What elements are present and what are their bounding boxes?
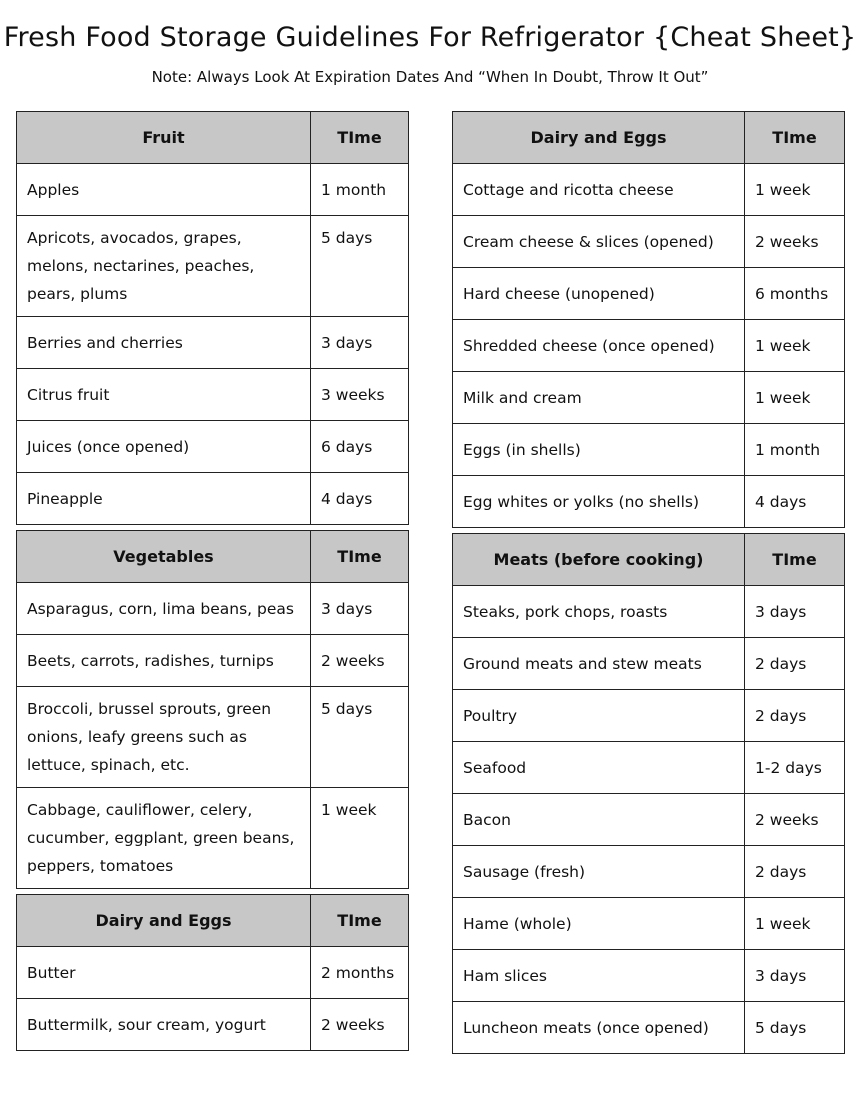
time-cell: 2 weeks (311, 635, 409, 687)
time-cell: 3 days (311, 583, 409, 635)
item-cell: Cabbage, cauliflower, celery, cucumber, eggplant, green beans, peppers, tomatoes (17, 788, 311, 889)
table-row (453, 268, 845, 320)
time-header: TIme (745, 534, 845, 586)
time-cell: 1 week (745, 164, 845, 216)
time-cell: 2 days (745, 846, 845, 898)
time-cell: 5 days (311, 687, 409, 788)
fruit-table (16, 111, 409, 525)
item-cell: Ground meats and stew meats (453, 638, 745, 690)
item-cell: Cottage and ricotta cheese (453, 164, 745, 216)
left-column (16, 111, 408, 1051)
item-cell: Juices (once opened) (17, 421, 311, 473)
item-cell: Berries and cherries (17, 317, 311, 369)
item-cell: Bacon (453, 794, 745, 846)
time-cell: 1-2 days (745, 742, 845, 794)
dairy-eggs-table-right (452, 111, 845, 528)
time-cell: 2 weeks (745, 216, 845, 268)
time-cell: 5 days (745, 1002, 845, 1054)
right-column (452, 111, 844, 1054)
item-cell: Citrus fruit (17, 369, 311, 421)
time-cell: 2 weeks (311, 999, 409, 1051)
table-header-row (17, 531, 409, 583)
table-row (17, 473, 409, 525)
table-header-row (17, 112, 409, 164)
table-header-row (17, 895, 409, 947)
time-cell: 2 days (745, 638, 845, 690)
time-cell: 4 days (311, 473, 409, 525)
time-cell: 1 month (311, 164, 409, 216)
time-cell: 4 days (745, 476, 845, 528)
item-cell: Hard cheese (unopened) (453, 268, 745, 320)
table-row (453, 638, 845, 690)
time-cell: 5 days (311, 216, 409, 317)
item-cell: Butter (17, 947, 311, 999)
table-row (453, 476, 845, 528)
table-row (17, 583, 409, 635)
vegetables-table (16, 530, 409, 889)
item-cell: Pineapple (17, 473, 311, 525)
table-row (453, 742, 845, 794)
meats-header: Meats (before cooking) (453, 534, 745, 586)
time-cell: 1 week (745, 372, 845, 424)
item-cell: Luncheon meats (once opened) (453, 1002, 745, 1054)
table-row (17, 421, 409, 473)
meats-table (452, 533, 845, 1054)
table-row (17, 635, 409, 687)
dairy-eggs-header: Dairy and Eggs (17, 895, 311, 947)
table-header-row (453, 112, 845, 164)
page-title: Fresh Food Storage Guidelines For Refrigerator {Cheat Sheet} (3, 22, 857, 53)
item-cell: Ham slices (453, 950, 745, 1002)
table-row (453, 950, 845, 1002)
item-cell: Egg whites or yolks (no shells) (453, 476, 745, 528)
table-header-row (453, 534, 845, 586)
time-cell: 3 days (745, 586, 845, 638)
table-row (453, 372, 845, 424)
item-cell: Eggs (in shells) (453, 424, 745, 476)
time-cell: 2 days (745, 690, 845, 742)
time-header: TIme (745, 112, 845, 164)
item-cell: Apricots, avocados, grapes, melons, nectarines, peaches, pears, plums (17, 216, 311, 317)
table-row (453, 586, 845, 638)
table-row (453, 898, 845, 950)
time-cell: 3 days (745, 950, 845, 1002)
item-cell: Cream cheese & slices (opened) (453, 216, 745, 268)
table-row (453, 1002, 845, 1054)
table-row (17, 369, 409, 421)
item-cell: Broccoli, brussel sprouts, green onions, leafy greens such as lettuce, spinach, etc. (17, 687, 311, 788)
table-row (17, 999, 409, 1051)
table-row (453, 794, 845, 846)
table-row (453, 164, 845, 216)
time-cell: 3 days (311, 317, 409, 369)
table-row (453, 216, 845, 268)
time-header: TIme (311, 531, 409, 583)
dairy-eggs-table-left (16, 894, 409, 1051)
item-cell: Shredded cheese (once opened) (453, 320, 745, 372)
item-cell: Sausage (fresh) (453, 846, 745, 898)
time-cell: 1 week (745, 320, 845, 372)
time-header: TIme (311, 112, 409, 164)
time-cell: 2 months (311, 947, 409, 999)
time-cell: 6 months (745, 268, 845, 320)
table-row (17, 216, 409, 317)
table-row (453, 320, 845, 372)
fruit-header: Fruit (17, 112, 311, 164)
item-cell: Beets, carrots, radishes, turnips (17, 635, 311, 687)
time-cell: 3 weeks (311, 369, 409, 421)
dairy-eggs-header: Dairy and Eggs (453, 112, 745, 164)
item-cell: Apples (17, 164, 311, 216)
table-row (453, 424, 845, 476)
table-row (453, 690, 845, 742)
item-cell: Hame (whole) (453, 898, 745, 950)
time-header: TIme (311, 895, 409, 947)
table-row (453, 846, 845, 898)
table-row (17, 947, 409, 999)
vegetables-header: Vegetables (17, 531, 311, 583)
table-row (17, 164, 409, 216)
table-row (17, 788, 409, 889)
item-cell: Steaks, pork chops, roasts (453, 586, 745, 638)
time-cell: 1 week (311, 788, 409, 889)
item-cell: Milk and cream (453, 372, 745, 424)
page-subtitle: Note: Always Look At Expiration Dates And “When In Doubt, Throw It Out” (151, 68, 709, 86)
time-cell: 1 month (745, 424, 845, 476)
item-cell: Buttermilk, sour cream, yogurt (17, 999, 311, 1051)
table-row (17, 687, 409, 788)
table-row (17, 317, 409, 369)
time-cell: 2 weeks (745, 794, 845, 846)
item-cell: Seafood (453, 742, 745, 794)
item-cell: Poultry (453, 690, 745, 742)
time-cell: 6 days (311, 421, 409, 473)
time-cell: 1 week (745, 898, 845, 950)
item-cell: Asparagus, corn, lima beans, peas (17, 583, 311, 635)
